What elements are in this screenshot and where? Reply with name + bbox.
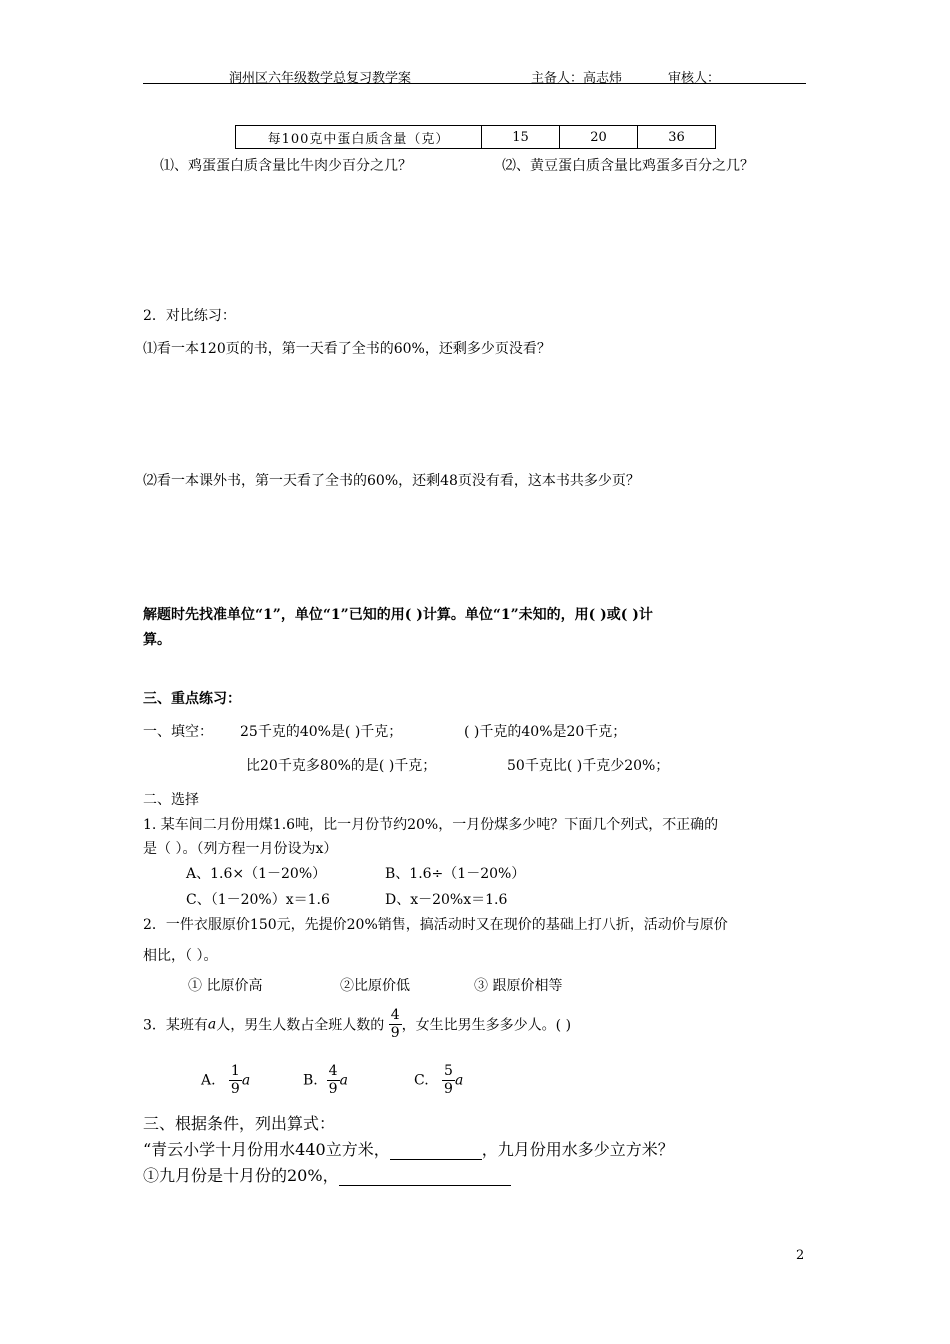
doc-title: 润州区六年级数学总复习教学案 — [229, 71, 412, 86]
answer-blank — [390, 1140, 482, 1160]
question-soy-vs-egg: ⑵、黄豆蛋白质含量比鸡蛋多百分之几？ — [502, 158, 754, 174]
tip-line-1: 解题时先找准单位“1”，单位“1”已知的用( )计算。单位“1”未知的，用( )或( )计 — [143, 607, 653, 623]
fraction-denominator: 9 — [390, 1025, 400, 1041]
reviewer: 审核人： — [668, 71, 721, 86]
fraction-four-ninths — [389, 1007, 402, 1042]
fill-item-2: ( )千克的40%是20千克； — [464, 724, 627, 740]
fraction-numerator: 5 — [444, 1063, 453, 1079]
fraction-numerator: 1 — [230, 1063, 240, 1079]
table-label-cell: 每100克中蛋白质含量（克） — [236, 126, 482, 149]
fraction-denominator: 9 — [444, 1081, 453, 1097]
fraction-numerator: 4 — [328, 1063, 338, 1079]
choice-label: 二、选择 — [143, 792, 199, 808]
protein-table — [235, 125, 716, 149]
fill-item-4: 50千克比( )千克少20%； — [507, 758, 670, 774]
compare-problem-2: ⑵看一本课外书，第一天看了全书的60%，还剩48页没有看，这本书共多少页？ — [143, 473, 640, 489]
choice-1-line-1: 1. 某车间二月份用煤1.6吨，比一月份节约20%，一月份煤多少吨？下面几个列式，不正确的 — [143, 817, 719, 833]
fill-item-3: 比20千克多80%的是( )千克； — [246, 758, 437, 774]
choice-3-text-mid: 人，男生人数占全班人数的 — [216, 1017, 385, 1034]
table-cell: 20 — [560, 126, 638, 149]
option-letter: C. — [414, 1072, 429, 1089]
fraction — [327, 1063, 340, 1098]
table-cell: 15 — [482, 126, 560, 149]
choice-1-option-a: A、1.6×（1－20%） — [186, 866, 327, 882]
preparer: 主备人：高志炜 — [531, 71, 623, 86]
condition-line-1 — [143, 1137, 674, 1160]
choice-3-line — [143, 1007, 571, 1042]
table-row — [236, 126, 716, 149]
fill-item-1: 25千克的40%是( )千克； — [240, 724, 403, 740]
choice-2-option-2: ②比原价低 — [340, 978, 410, 994]
fraction — [229, 1063, 242, 1098]
condition-text-a: “青云小学十月份用水440立方米， — [143, 1140, 390, 1159]
condition-text: ①九月份是十月份的20%， — [143, 1166, 339, 1185]
choice-3-option-b — [303, 1063, 348, 1098]
compare-problem-1: ⑴看一本120页的书，第一天看了全书的60%，还剩多少页没看？ — [143, 341, 551, 357]
tip-line-2: 算。 — [143, 632, 171, 648]
option-letter: B. — [303, 1072, 318, 1089]
choice-1-option-b: B、1.6÷（1－20%） — [385, 866, 526, 882]
fraction — [442, 1063, 455, 1098]
section-heading: 三、重点练习： — [143, 691, 241, 707]
choice-3-option-c — [414, 1063, 463, 1098]
table-cell: 36 — [638, 126, 716, 149]
page-number: 2 — [796, 1248, 805, 1263]
choice-2-option-3: ③ 跟原价相等 — [474, 978, 563, 994]
variable-a: a — [454, 1072, 464, 1089]
variable-a: a — [339, 1072, 348, 1089]
compare-heading: 2．对比练习： — [143, 308, 236, 324]
fraction-denominator: 9 — [328, 1081, 338, 1097]
choice-3-option-a — [201, 1063, 250, 1098]
condition-text-b: ，九月份用水多少立方米？ — [481, 1140, 674, 1159]
fill-label: 一、填空： — [143, 724, 213, 740]
choice-2-option-1: ① 比原价高 — [188, 978, 263, 994]
choice-2-line-2: 相比，（ ）。 — [143, 948, 218, 964]
fraction-denominator: 9 — [230, 1081, 240, 1097]
variable-a: a — [207, 1016, 217, 1033]
answer-blank — [339, 1166, 511, 1186]
choice-1-line-2: 是（ ）。（列方程一月份设为x） — [143, 841, 338, 857]
header-rule — [143, 83, 806, 84]
fraction-numerator: 4 — [390, 1007, 400, 1023]
condition-label: 三、根据条件，列出算式： — [143, 1114, 336, 1133]
choice-1-option-d: D、x－20%x＝1.6 — [385, 892, 508, 908]
choice-3-text-pre: 3．某班有 — [143, 1017, 208, 1034]
choice-2-line-1: 2．一件衣服原价150元，先提价20%销售，搞活动时又在现价的基础上打八折，活动价与原价 — [143, 917, 728, 933]
choice-1-option-c: C、（1－20%）x＝1.6 — [186, 892, 330, 908]
condition-line-2 — [143, 1163, 511, 1186]
variable-a: a — [241, 1072, 251, 1089]
question-egg-vs-beef: ⑴、鸡蛋蛋白质含量比牛肉少百分之几？ — [160, 158, 412, 174]
option-letter: A. — [201, 1072, 216, 1089]
choice-3-text-post: ，女生比男生多多少人。( ) — [401, 1017, 572, 1034]
